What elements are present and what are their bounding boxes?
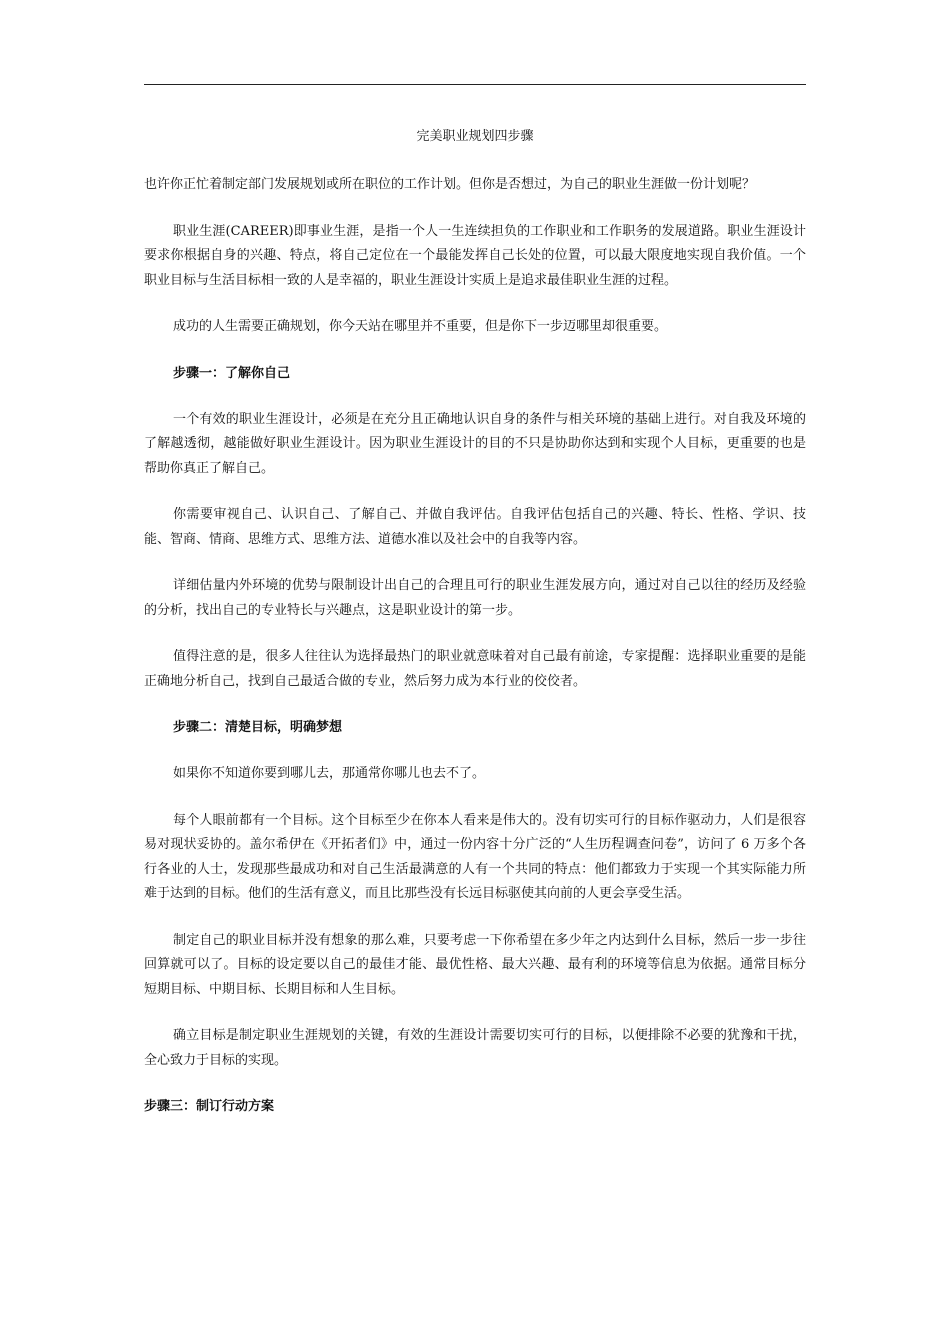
step1-paragraph: 详细估量内外环境的优势与限制设计出自己的合理且可行的职业生涯发展方向，通过对自己以往的经历及经验的分析，找出自己的专业特长与兴趣点，这是职业设计的第一步。	[144, 578, 806, 618]
document-title: 完美职业规划四步骤	[416, 129, 534, 144]
document-body	[144, 173, 806, 1141]
step1-paragraph: 一个有效的职业生涯设计，必须是在充分且正确地认识自身的条件与相关环境的基础上进行。对自我及环境的了解越透彻，越能做好职业生涯设计。因为职业生涯设计的目的不只是协助你达到和实现个人目标，更重要的也是帮助你真正了解自己。	[144, 411, 806, 476]
step2-paragraph: 制定自己的职业目标并没有想象的那么难，只要考虑一下你希望在多少年之内达到什么目标，然后一步一步往回算就可以了。目标的设定要以自己的最佳才能、最优性格、最大兴趣、最有利的环境等信息为依据。通常目标分短期目标、中期目标、长期目标和人生目标。	[144, 932, 806, 997]
step2-paragraph: 确立目标是制定职业生涯规划的关键，有效的生涯设计需要切实可行的目标，以便排除不必要的犹豫和干扰，全心致力于目标的实现。	[144, 1028, 806, 1068]
step2-paragraph: 如果你不知道你要到哪儿去，那通常你哪儿也去不了。	[173, 766, 486, 781]
intro-paragraph: 也许你正忙着制定部门发展规划或所在职位的工作计划。但你是否想过，为自己的职业生涯做一份计划呢？	[144, 177, 756, 192]
step1-paragraph: 你需要审视自己、认识自己、了解自己、并做自我评估。自我评估包括自己的兴趣、特长、性格、学识、技能、智商、情商、思维方式、思维方法、道德水准以及社会中的自我等内容。	[144, 507, 806, 547]
step1-paragraph: 值得注意的是，很多人往往认为选择最热门的职业就意味着对自己最有前途，专家提醒：选择职业重要的是能正确地分析自己，找到自己最适合做的专业，然后努力成为本行业的佼佼者。	[144, 649, 806, 689]
header-rule	[144, 84, 806, 85]
step2-heading: 步骤二：清楚目标，明确梦想	[173, 720, 343, 735]
document-page	[144, 0, 806, 1344]
definition-paragraph: 职业生涯(CAREER)即事业生涯，是指一个人一生连续担负的工作职业和工作职务的发展道路。职业生涯设计要求你根据自身的兴趣、特点，将自己定位在一个最能发挥自己长处的位置，可以最大限度地实现自我价值。一个职业目标与生活目标相一致的人是幸福的，职业生涯设计实质上是追求最佳职业生涯的过程。	[144, 223, 806, 288]
step2-paragraph: 每个人眼前都有一个目标。这个目标至少在你本人看来是伟大的。没有切实可行的目标作驱动力，人们是很容易对现状妥协的。盖尔希伊在《开拓者们》中，通过一份内容十分广泛的“人生历程调查问卷”，访问了 6 万多个各行各业的人士，发现那些最成功和对自己生活最满意的人有一个共同的特点：他们都致力于实现一个其实际能力所难于达到的目标。他们的生活有意义，而且比那些没有长远目标驱使其向前的人更会享受生活。	[144, 812, 806, 901]
step3-heading: 步骤三：制订行动方案	[144, 1099, 275, 1114]
step1-heading: 步骤一：了解你自己	[173, 365, 291, 381]
success-paragraph: 成功的人生需要正确规划，你今天站在哪里并不重要，但是你下一步迈哪里却很重要。	[173, 319, 668, 334]
